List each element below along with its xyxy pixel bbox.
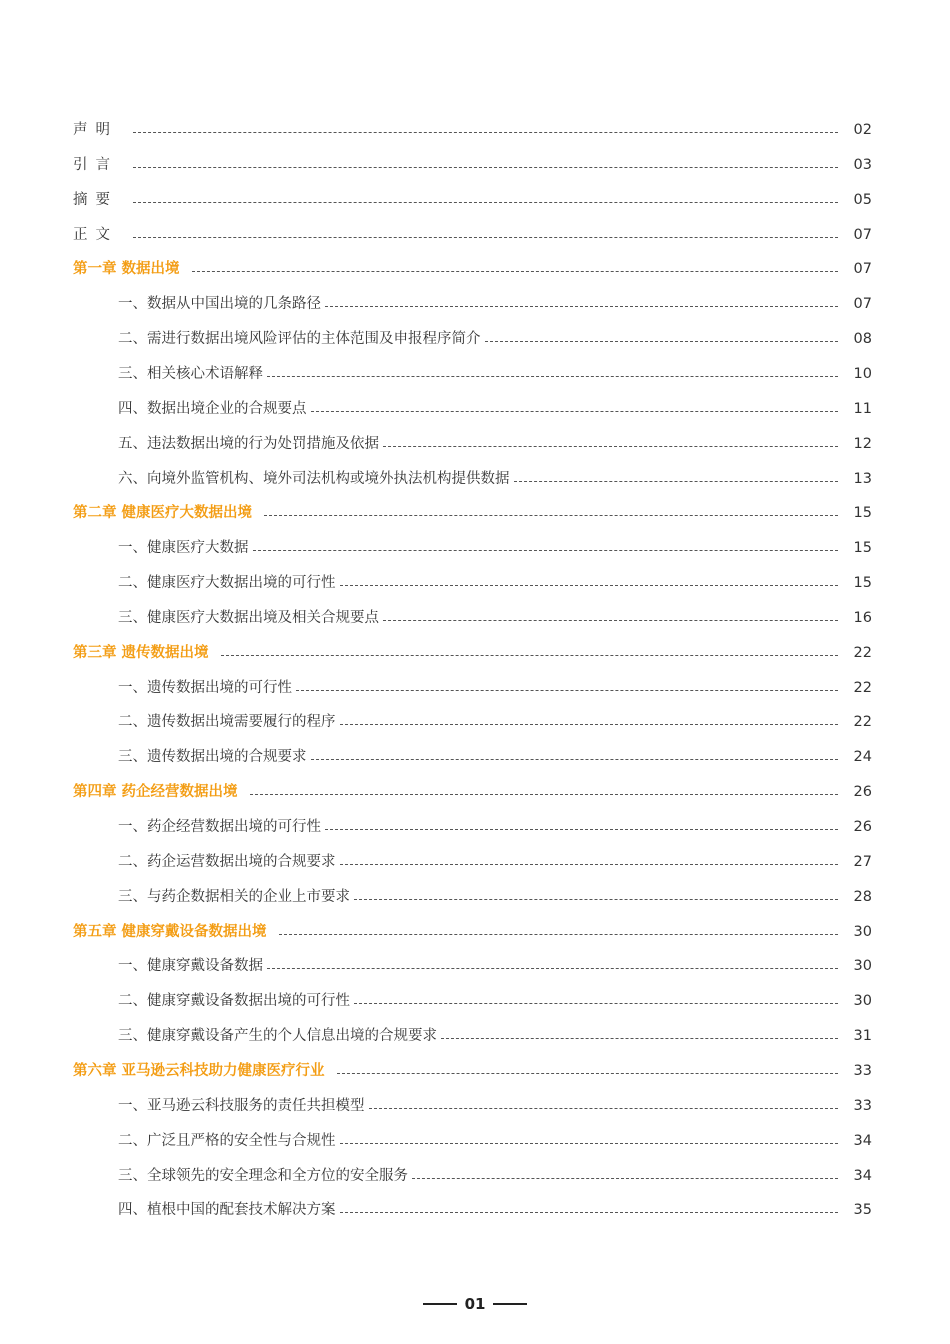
toc-dot-leader bbox=[354, 1003, 838, 1004]
toc-section-entry[interactable] bbox=[118, 676, 872, 700]
toc-entry-label: 第四章 药企经营数据出境 bbox=[73, 784, 238, 800]
toc-dot-leader bbox=[133, 132, 838, 133]
toc-dot-leader bbox=[192, 271, 838, 272]
toc-entry-label: 第六章 亚马逊云科技助力健康医疗行业 bbox=[73, 1063, 325, 1079]
toc-chapter-entry[interactable] bbox=[73, 780, 872, 804]
toc-page-number: 10 bbox=[853, 366, 872, 382]
toc-section-entry[interactable] bbox=[118, 1198, 872, 1222]
toc-section-entry[interactable] bbox=[118, 467, 872, 491]
toc-dot-leader bbox=[221, 655, 838, 656]
toc-dot-leader bbox=[340, 1212, 839, 1213]
toc-page-number: 22 bbox=[853, 645, 872, 661]
toc-entry-label: 一、药企经营数据出境的可行性 bbox=[118, 819, 321, 835]
toc-page-number: 03 bbox=[853, 157, 872, 173]
toc-entry-label: 第一章 数据出境 bbox=[73, 261, 180, 277]
toc-entry-label: 第二章 健康医疗大数据出境 bbox=[73, 505, 253, 521]
toc-section-entry[interactable] bbox=[118, 292, 872, 316]
toc-page-number: 22 bbox=[853, 714, 872, 730]
toc-page-number: 16 bbox=[853, 610, 872, 626]
toc-section-entry[interactable] bbox=[118, 815, 872, 839]
toc-entry-label: 一、亚马逊云科技服务的责任共担模型 bbox=[118, 1098, 365, 1114]
toc-chapter-entry[interactable] bbox=[73, 257, 872, 281]
toc-page-number: 13 bbox=[853, 471, 872, 487]
toc-page-number: 02 bbox=[853, 122, 872, 138]
toc-dot-leader bbox=[325, 306, 838, 307]
toc-entry-label: 二、遗传数据出境需要履行的程序 bbox=[118, 714, 336, 730]
toc-section-entry[interactable] bbox=[118, 536, 872, 560]
toc-entry-label: 二、健康穿戴设备数据出境的可行性 bbox=[118, 993, 350, 1009]
toc-dot-leader bbox=[354, 899, 838, 900]
toc-section-entry[interactable] bbox=[118, 432, 872, 456]
toc-entry-label: 三、与药企数据相关的企业上市要求 bbox=[118, 889, 350, 905]
toc-section-entry[interactable] bbox=[118, 850, 872, 874]
toc-page-number: 11 bbox=[853, 401, 872, 417]
toc-section-entry[interactable] bbox=[118, 362, 872, 386]
toc-entry-label: 第三章 遗传数据出境 bbox=[73, 645, 209, 661]
toc-chapter-entry[interactable] bbox=[73, 920, 872, 944]
toc-page-number: 15 bbox=[853, 540, 872, 556]
toc-page-number: 33 bbox=[853, 1098, 872, 1114]
toc-entry[interactable] bbox=[73, 118, 872, 142]
toc-chapter-entry[interactable] bbox=[73, 641, 872, 665]
toc-section-entry[interactable] bbox=[118, 571, 872, 595]
toc-dot-leader bbox=[340, 724, 839, 725]
toc-page-number: 07 bbox=[853, 296, 872, 312]
toc-section-entry[interactable] bbox=[118, 327, 872, 351]
toc-dot-leader bbox=[337, 1073, 838, 1074]
toc-dot-leader bbox=[514, 481, 839, 482]
toc-page-number: 30 bbox=[853, 993, 872, 1009]
toc-entry-label: 三、全球领先的安全理念和全方位的安全服务 bbox=[118, 1168, 408, 1184]
toc-dot-leader bbox=[340, 585, 839, 586]
toc-entry-label: 引言 bbox=[73, 157, 118, 173]
toc-entry-label: 四、数据出境企业的合规要点 bbox=[118, 401, 307, 417]
toc-page-number: 30 bbox=[853, 924, 872, 940]
toc-page-number: 07 bbox=[853, 227, 872, 243]
toc-entry-label: 一、健康穿戴设备数据 bbox=[118, 958, 263, 974]
toc-dot-leader bbox=[340, 864, 839, 865]
toc-dot-leader bbox=[311, 411, 839, 412]
toc-dot-leader bbox=[253, 550, 839, 551]
toc-entry-label: 三、相关核心术语解释 bbox=[118, 366, 263, 382]
toc-entry[interactable] bbox=[73, 223, 872, 247]
toc-dot-leader bbox=[340, 1143, 839, 1144]
toc-section-entry[interactable] bbox=[118, 1129, 872, 1153]
toc-entry[interactable] bbox=[73, 188, 872, 212]
toc-dot-leader bbox=[311, 759, 839, 760]
toc-entry-label: 一、健康医疗大数据 bbox=[118, 540, 249, 556]
toc-section-entry[interactable] bbox=[118, 710, 872, 734]
toc-entry-label: 四、植根中国的配套技术解决方案 bbox=[118, 1202, 336, 1218]
page-number: 01 bbox=[464, 1295, 486, 1313]
toc-section-entry[interactable] bbox=[118, 745, 872, 769]
toc-dot-leader bbox=[250, 794, 838, 795]
toc-dot-leader bbox=[133, 202, 838, 203]
toc-dot-leader bbox=[485, 341, 839, 342]
toc-dot-leader bbox=[383, 620, 838, 621]
toc-dot-leader bbox=[133, 237, 838, 238]
toc-entry-label: 五、违法数据出境的行为处罚措施及依据 bbox=[118, 436, 379, 452]
toc-page-number: 31 bbox=[853, 1028, 872, 1044]
toc-entry[interactable] bbox=[73, 153, 872, 177]
toc-section-entry[interactable] bbox=[118, 1024, 872, 1048]
toc-page-number: 22 bbox=[853, 680, 872, 696]
toc-page-number: 05 bbox=[853, 192, 872, 208]
toc-entry-label: 二、需进行数据出境风险评估的主体范围及申报程序简介 bbox=[118, 331, 481, 347]
toc-page-number: 34 bbox=[853, 1133, 872, 1149]
toc-section-entry[interactable] bbox=[118, 1164, 872, 1188]
toc-page-number: 07 bbox=[853, 261, 872, 277]
toc-page-number: 26 bbox=[853, 819, 872, 835]
toc-entry-label: 声明 bbox=[73, 122, 118, 138]
toc-page-number: 28 bbox=[853, 889, 872, 905]
toc-entry-label: 六、向境外监管机构、境外司法机构或境外执法机构提供数据 bbox=[118, 471, 510, 487]
toc-page-number: 12 bbox=[853, 436, 872, 452]
toc-page-number: 26 bbox=[853, 784, 872, 800]
page-footer bbox=[0, 1292, 950, 1316]
toc-dot-leader bbox=[279, 934, 838, 935]
toc-section-entry[interactable] bbox=[118, 397, 872, 421]
toc-dot-leader bbox=[264, 515, 838, 516]
toc-entry-label: 第五章 健康穿戴设备数据出境 bbox=[73, 924, 267, 940]
toc-dot-leader bbox=[267, 968, 838, 969]
toc-entry-label: 三、遗传数据出境的合规要求 bbox=[118, 749, 307, 765]
toc-page-number: 15 bbox=[853, 575, 872, 591]
toc-page-number: 30 bbox=[853, 958, 872, 974]
toc-section-entry[interactable] bbox=[118, 1094, 872, 1118]
footer-rule-right bbox=[493, 1303, 527, 1305]
toc-entry-label: 二、广泛且严格的安全性与合规性 bbox=[118, 1133, 336, 1149]
toc-entry-label: 摘要 bbox=[73, 192, 118, 208]
toc-entry-label: 一、遗传数据出境的可行性 bbox=[118, 680, 292, 696]
toc-dot-leader bbox=[441, 1038, 838, 1039]
toc-section-entry[interactable] bbox=[118, 606, 872, 630]
toc-section-entry[interactable] bbox=[118, 989, 872, 1013]
toc-chapter-entry[interactable] bbox=[73, 501, 872, 525]
footer-rule-left bbox=[423, 1303, 457, 1305]
toc-page-number: 24 bbox=[853, 749, 872, 765]
toc-page-number: 08 bbox=[853, 331, 872, 347]
toc-chapter-entry[interactable] bbox=[73, 1059, 872, 1083]
toc-entry-label: 三、健康医疗大数据出境及相关合规要点 bbox=[118, 610, 379, 626]
toc-section-entry[interactable] bbox=[118, 885, 872, 909]
toc-entry-label: 正文 bbox=[73, 227, 118, 243]
toc-dot-leader bbox=[133, 167, 838, 168]
toc-page-number: 34 bbox=[853, 1168, 872, 1184]
toc-dot-leader bbox=[412, 1178, 838, 1179]
toc-dot-leader bbox=[267, 376, 838, 377]
toc-page-number: 27 bbox=[853, 854, 872, 870]
toc-dot-leader bbox=[383, 446, 838, 447]
toc-page-number: 15 bbox=[853, 505, 872, 521]
toc-dot-leader bbox=[325, 829, 838, 830]
toc-entry-label: 一、数据从中国出境的几条路径 bbox=[118, 296, 321, 312]
toc-page-number: 35 bbox=[853, 1202, 872, 1218]
toc-entry-label: 三、健康穿戴设备产生的个人信息出境的合规要求 bbox=[118, 1028, 437, 1044]
toc-section-entry[interactable] bbox=[118, 954, 872, 978]
toc-entry-label: 二、药企运营数据出境的合规要求 bbox=[118, 854, 336, 870]
toc-entry-label: 二、健康医疗大数据出境的可行性 bbox=[118, 575, 336, 591]
toc-dot-leader bbox=[296, 690, 838, 691]
toc-page-number: 33 bbox=[853, 1063, 872, 1079]
toc-dot-leader bbox=[369, 1108, 839, 1109]
